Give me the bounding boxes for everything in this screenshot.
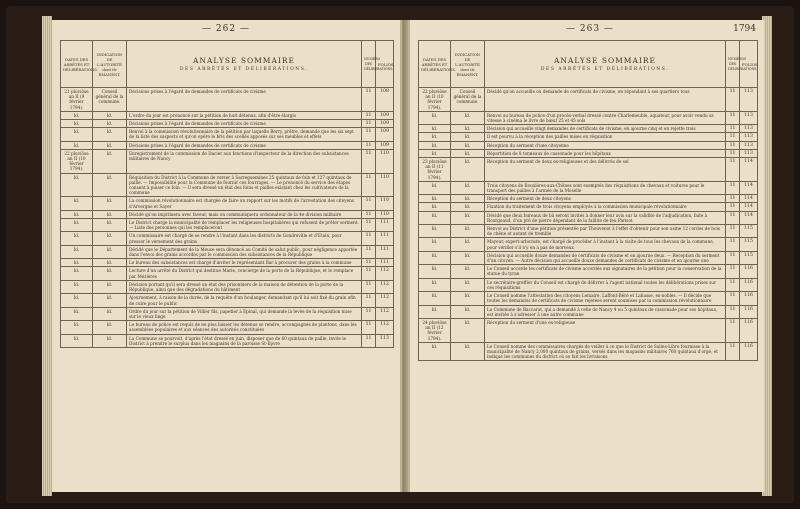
folio-cell: 113 [740,88,758,112]
date-cell: Id. [419,292,451,305]
authority-cell: Id. [451,342,485,361]
analysis-cell: Trois citoyens de Bouxières-aux-Chênes sont exemptés des réquisitions de chevaux et voitures pour le transport des pailles à l'armée de la Moselle [485,181,726,194]
date-cell: Id. [419,238,451,251]
year-label: 1794 [733,24,756,34]
table-row [419,203,758,211]
folio-cell: 109 [376,141,394,149]
number-cell: 11 [362,197,376,210]
number-cell: 11 [362,321,376,334]
date-cell: 24 pluviôse an II (12 février 1794). [419,318,451,342]
table-row [61,307,394,320]
folio-cell: 116 [740,292,758,305]
folio-cell: 113 [376,334,394,347]
number-cell: 11 [726,203,740,211]
authority-cell: Id. [451,305,485,318]
authority-cell: Id. [451,141,485,149]
table-row [419,133,758,141]
authority-cell: Id. [451,318,485,342]
folio-cell: 116 [740,305,758,318]
table-row [61,294,394,307]
folio-cell: 114 [740,158,758,182]
analysis-cell: Décidé qu'on accueille ou demande de certificats de civisme, en répondant à ses quartiers tous [485,88,726,112]
table-row [419,251,758,264]
authority-cell: Id. [451,181,485,194]
authority-cell: Id. [451,111,485,124]
table-row [61,245,394,258]
date-cell: Id. [61,173,93,197]
authority-cell: Id. [93,128,127,141]
number-cell: 11 [362,334,376,347]
authority-cell: Id. [451,195,485,203]
date-cell: Id. [61,245,93,258]
number-cell: 11 [726,133,740,141]
analysis-cell: Décisions prises à l'égard de demandes de certificats de civisme [127,141,362,149]
table-row [419,88,758,112]
authority-cell: Id. [93,197,127,210]
book-spread [6,6,794,503]
table-row [61,128,394,141]
table-row [61,259,394,267]
analysis-cell: Réception du serment d'une ex-religieuse [485,318,726,342]
date-cell: 23 pluviôse an II (11 février 1794). [419,158,451,182]
authority-cell: Id. [451,149,485,157]
analysis-cell: Réception du serment d'une citoyenne [485,141,726,149]
analysis-cell: Décisions prises à l'égard de demandes de certificats de civisme [127,88,362,112]
table-row [419,305,758,318]
date-cell: Id. [61,267,93,280]
date-cell: Id. [419,125,451,133]
authority-cell: Id. [451,203,485,211]
number-cell: 11 [726,305,740,318]
table-row [61,219,394,232]
folio-cell: 113 [740,133,758,141]
date-cell: Id. [61,334,93,347]
number-cell: 11 [726,251,740,264]
date-cell: Id. [61,210,93,218]
table-row [61,210,394,218]
folio-cell: 116 [740,342,758,361]
date-cell: Id. [419,111,451,124]
table-row [61,334,394,347]
authority-cell: Conseil général de la commune. [451,88,485,112]
table-row [419,225,758,238]
folio-cell: 112 [376,307,394,320]
authority-cell: Id. [451,292,485,305]
header-title: ANALYSE SOMMAIRE [193,55,295,65]
analysis-cell: La Commune se pourvoit, d'après l'état dressé en juin, disposer que de 60 quintaux de paille, invite le District à prendre le surplus dans les magasins de la paroisse St-Epvre [127,334,362,347]
table-row [61,232,394,245]
number-cell: 11 [362,141,376,149]
authority-cell: Id. [451,225,485,238]
number-cell: 11 [362,232,376,245]
number-cell: 11 [726,88,740,112]
folio-cell: 112 [376,280,394,293]
analysis-cell: Lecture d'un arrêté du District qui destitue Marie, concierge de la porte de la République, et le remplace par Mézières [127,267,362,280]
authority-cell: Id. [93,232,127,245]
analysis-cell: Renvoi au bureau de police d'un procès-verbal dressé contre Charlemeuble, aquateur, pour avoir vendu sa vitesse à cinéma le livre de bœuf 25 et 45 sols [485,111,726,124]
folio-cell: 116 [740,318,758,342]
authority-cell: Id. [93,321,127,334]
analysis-cell: Le bureau de police est requis de ne plus laisser les détenus se rendre, accompagnés de plantons, dans les assemblées populaires et aux séances des autorités constituées [127,321,362,334]
date-cell: Id. [61,232,93,245]
header-title: ANALYSE SOMMAIRE [554,55,656,65]
analysis-cell: La commission révolutionnaire est chargée de faire un rapport sur les motifs de l'arrestation des citoyens d'Arvergne et Sayer [127,197,362,210]
folio-cell: 111 [376,245,394,258]
table-row [61,280,394,293]
authority-cell: Conseil général de la commune. [93,88,127,112]
folio-cell: 109 [376,111,394,119]
table-row [61,120,394,128]
folio-cell: 111 [376,232,394,245]
folio-cell: 114 [740,203,758,211]
number-cell: 11 [726,211,740,224]
authority-cell: Id. [93,294,127,307]
table-row [61,111,394,119]
analysis-cell: Renvoi au District d'une pétition présentée par Thouvenot à l'effet d'obtenir pour son usine 12 cordes de bois de chêne et autant de tremble [485,225,726,238]
analysis-cell: Enregistrement de la commission de Dacier aux fonctions d'inspecteur de la direction des subsistances militaires de Nancy [127,149,362,173]
number-cell: 11 [726,342,740,361]
folio-cell: 112 [376,321,394,334]
table-row [61,141,394,149]
folio-cell: 116 [740,278,758,291]
folio-cell: 111 [376,259,394,267]
number-cell: 11 [362,245,376,258]
date-cell: Id. [61,120,93,128]
date-cell: Id. [61,280,93,293]
number-cell: 11 [362,210,376,218]
date-cell: Id. [419,195,451,203]
authority-cell: Id. [451,278,485,291]
number-cell: 11 [726,292,740,305]
analysis-cell: L'ordre du jour est prononcé sur la pétition de huit détenus, afin d'être élargis [127,111,362,119]
date-cell: Id. [419,265,451,278]
register-table [418,40,758,361]
date-cell: Id. [61,111,93,119]
folio-cell: 113 [740,149,758,157]
table-row [419,278,758,291]
folio-cell: 110 [376,197,394,210]
number-cell: 11 [726,111,740,124]
table-row [419,342,758,361]
authority-cell: Id. [93,210,127,218]
number-cell: 11 [726,181,740,194]
authority-cell: Id. [93,307,127,320]
date-cell: Id. [419,203,451,211]
number-cell: 11 [362,120,376,128]
folio-cell: 110 [376,149,394,173]
analysis-cell: Réquisition du District à la Commune de verser à Sarreguemines 25 quintaux de foin et 127 quintaux de paille. — Impossibilité pour la Commune de fournir ces fourrages. — Le prononcé du service des étapes consent à puiser ce foin. — Il sera dressé un état des foins et pailles existant chez les cultivateurs de la commune [127,173,362,197]
table-row [61,321,394,334]
authority-cell: Id. [93,245,127,258]
date-cell: Id. [61,307,93,320]
folio-cell: 115 [740,225,758,238]
number-cell: 11 [362,307,376,320]
date-cell: Id. [419,149,451,157]
page-edges-left [42,16,52,496]
authority-cell: Id. [451,251,485,264]
table-row [61,173,394,197]
table-row [419,125,758,133]
authority-cell: Id. [451,238,485,251]
folio-cell: 114 [740,211,758,224]
analysis-cell: Le Conseil nomme l'attestation des citoyens Lemaire, Laffont-Béré et Lahasse, ex-nobles. — Il décide que toutes les demandes de certificats de civisme rejetées seront soumises par la commission révolutionnaire [485,292,726,305]
authority-cell: Id. [451,265,485,278]
number-cell: 11 [726,141,740,149]
number-cell: 11 [362,173,376,197]
table-row [419,141,758,149]
date-cell: Id. [419,225,451,238]
table-row [419,238,758,251]
date-cell: Id. [419,181,451,194]
analysis-cell: Décision qui accueille vingt demandes de certificats de civisme, en ajourne cinq et en rejette trois [485,125,726,133]
header-numero: NUMÉROS DES DÉLIBÉRATIONS. [726,41,740,88]
folio-cell: 108 [376,88,394,112]
analysis-cell: Un commissaire est chargé de se rendre à l'instant dans les districts de Gondreville et d'Etain, pour presser le versement des grains [127,232,362,245]
date-cell: Id. [61,294,93,307]
authority-cell: Id. [93,111,127,119]
authority-cell: Id. [93,219,127,232]
folio-cell: 114 [740,181,758,194]
number-cell: 11 [362,259,376,267]
folio-cell: 111 [376,219,394,232]
folio-cell: 110 [376,173,394,197]
analysis-cell: Le secrétaire-greffier du Conseil est chargé de délivrer à l'agent national toutes les délibérations prises sur ces réquisitions [485,278,726,291]
authority-cell: Id. [93,173,127,197]
analysis-cell: Décidé que le Département de la Meuse sera dénoncé au Comité de salut public, pour négligence apportée dans l'envoi des grains accordés par le commission des subsistances de la République [127,245,362,258]
analysis-cell: Le Conseil accorde les certificats de civisme accordés aux signataires de la pétition pour la conservation de la statue du tyran [485,265,726,278]
analysis-cell: Le Conseil nomme des commissaires chargés de veiller à ce que le District de Salins-Libre fournisse à la municipalité de Nancy 2,000 quintaux de grains, versés dans les magasins militaires 760 quintaux d'orge, et indique les communes du district où se fait les livraisons [485,342,726,361]
header-dates: DATES DES ARRÊTÉS ET DÉLIBÉRATIONS. [419,41,451,88]
table-row [419,158,758,182]
number-cell: 11 [362,267,376,280]
folio-cell: 112 [376,294,394,307]
number-cell: 11 [726,318,740,342]
analysis-cell: Le bureau des subsistances est chargé d'inviter le représentant Bar à procurer des grains à la commune [127,259,362,267]
folio-cell: 113 [740,111,758,124]
authority-cell: Id. [451,211,485,224]
authority-cell: Id. [451,133,485,141]
table-row [419,195,758,203]
authority-cell: Id. [93,120,127,128]
date-cell: Id. [61,197,93,210]
folio-cell: 112 [376,267,394,280]
authority-cell: Id. [93,267,127,280]
right-page [408,20,764,492]
number-cell: 11 [726,125,740,133]
table-row [419,149,758,157]
number-cell: 11 [362,88,376,112]
header-indication: INDICATION DE L'AUTORITÉ dont ils ÉMANENT. [451,41,485,88]
number-cell: 11 [726,195,740,203]
table-row [419,181,758,194]
header-analyse [485,41,726,88]
number-cell: 11 [726,225,740,238]
analysis-cell: Ordre du jour sur la pétition de Villier fils, papetier à Epinal, qui demande la levée de la réquisition mise sur le vieux linge [127,307,362,320]
folio-cell: 116 [740,265,758,278]
number-cell: 11 [362,280,376,293]
analysis-cell: Répartition de 8 tonneaux de cassonade pour les hôpitaux [485,149,726,157]
number-cell: 11 [726,149,740,157]
number-cell: 11 [362,111,376,119]
folio-cell: 113 [740,141,758,149]
header-numero: NUMÉRO DES DÉLIBÉRATIONS. [362,41,376,88]
date-cell: 22 pluviôse an II (10 février 1794). [419,88,451,112]
number-cell: 11 [726,265,740,278]
table-row [419,111,758,124]
header-indication: INDICATION DE L'AUTORITÉ dont ils ÉMANENT. [93,41,127,88]
analysis-cell: La Commune de Baccarat, qui a demandé à celle de Nancy 4 ou 5 quintaux de cassonade pour ses hôpitaux, est invitée à s'adresser à une autre commune [485,305,726,318]
date-cell: Id. [419,211,451,224]
number-cell: 11 [726,158,740,182]
date-cell: Id. [419,251,451,264]
date-cell: Id. [419,133,451,141]
folio-cell: 115 [740,238,758,251]
analysis-cell: Réception du serment de deux citoyens [485,195,726,203]
table-row [61,267,394,280]
header-analyse [127,41,362,88]
header-subtitle: DES ARRÊTÉS ET DÉLIBÉRATIONS. [179,66,309,72]
header-dates: DATES DES ARRÊTÉS ET DÉLIBÉRATIONS. [61,41,93,88]
register-table [60,40,394,348]
number-cell: 11 [726,278,740,291]
folio-cell: 113 [740,125,758,133]
authority-cell: Id. [451,125,485,133]
date-cell: Id. [61,141,93,149]
number-cell: 11 [362,219,376,232]
authority-cell: Id. [451,158,485,182]
analysis-cell: Ajournement, à raison de la durée, de la requête d'un boulanger, demandant qu'il lui soit fixé du grain afin de cuire pour le public [127,294,362,307]
number-cell: 11 [362,149,376,173]
analysis-cell: Décision portant qu'il sera dressé un état des prisonniers de la maison de détention de la porte de la République, ainsi que des dégradations du bâtiment [127,280,362,293]
date-cell: Id. [419,141,451,149]
authority-cell: Id. [93,141,127,149]
table-row [61,88,394,112]
number-cell: 11 [362,128,376,141]
date-cell: 21 pluviôse an II (9 février 1794). [61,88,93,112]
date-cell: Id. [61,219,93,232]
header-folios: FOLIOS. [376,41,394,88]
table-row [419,292,758,305]
folio-cell: 114 [740,195,758,203]
analysis-cell: Réception du serment de deux ex-religieuses et des délivrés de sel [485,158,726,182]
folio-cell: 110 [376,210,394,218]
table-row [419,211,758,224]
page-number: — 262 — [202,24,250,34]
table-row [61,149,394,173]
date-cell: Id. [61,128,93,141]
analysis-cell: Renvoi à la commission révolutionnaire de la pétition par laquelle Berry, prêtre, demande que les six sept de la liste des suspects et qu'on opère le bris des scellés apposés sur ses meubles et effets [127,128,362,141]
analysis-cell: Décisions prises à l'égard de demandes de certificats de civisme [127,120,362,128]
analysis-cell: Décidé qu'on imprimera avec faveur, mais on communiquera ordonnateur de la 4e division militaire [127,210,362,218]
date-cell: Id. [419,342,451,361]
analysis-cell: Il est pourvu à la réception des pailles mises en réquisition [485,133,726,141]
analysis-cell: Décision qui accueille douze demandes de certificats de civisme et en ajourne deux. — Réception du serment d'un citoyen. — Autre décision qui accueille douze demandes de certificats de civisme et en ajourne une [485,251,726,264]
table-row [61,197,394,210]
folio-cell: 109 [376,128,394,141]
number-cell: 11 [362,294,376,307]
header-subtitle: DES ARRÊTÉS ET DÉLIBÉRATIONS. [540,66,670,72]
analysis-cell: Fixation du traitement de trois citoyens employés à la commission municipale révolutionnaire [485,203,726,211]
date-cell: Id. [419,305,451,318]
date-cell: Id. [61,259,93,267]
analysis-cell: Mayeur, expert-arboriste, est chargé de procéder à l'instant à la visite de tous les chevaux de la commune, pour vérifier s'il n'y en a pas de morveux [485,238,726,251]
page-number: — 263 — [566,24,614,34]
folio-cell: 109 [376,120,394,128]
date-cell: Id. [419,278,451,291]
left-page [52,20,402,492]
date-cell: Id. [61,321,93,334]
table-row [419,265,758,278]
header-folios: FOLIOS. [740,41,758,88]
number-cell: 11 [726,238,740,251]
authority-cell: Id. [93,334,127,347]
authority-cell: Id. [93,280,127,293]
folio-cell: 115 [740,251,758,264]
authority-cell: Id. [93,149,127,173]
analysis-cell: Le District charge la municipalité de remplacer les religieuses hospitalières qui refusent de prêter serment. — Liste des personnes qui les remplaceront [127,219,362,232]
table-row [419,318,758,342]
analysis-cell: Décidé que deux bureaux de bâ seront invités à donner leur avis sur la validité de l'adjudication, faite à Bourgeaud, d'un pré de pierre dépendant de la faillite de feu Parisot [485,211,726,224]
authority-cell: Id. [93,259,127,267]
date-cell: 22 pluviôse an II (10 février 1794). [61,149,93,173]
